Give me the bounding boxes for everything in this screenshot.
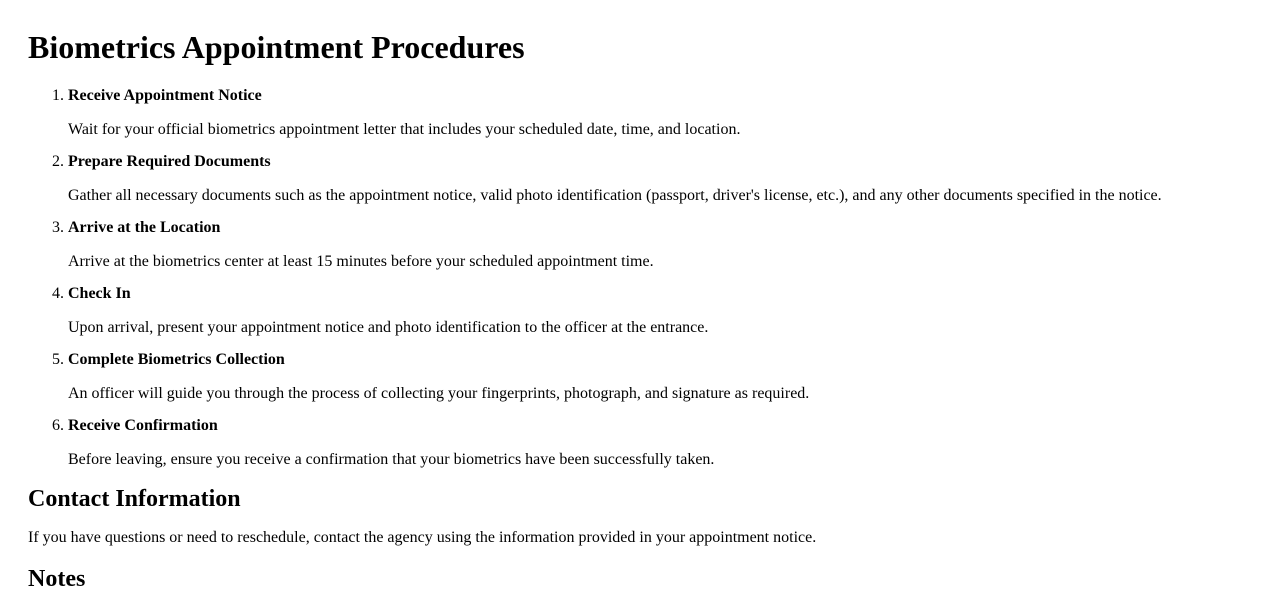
step-title: 1. Receive Appointment Notice xyxy=(68,87,262,104)
step-item xyxy=(68,285,1250,337)
step-title: 2. Prepare Required Documents xyxy=(68,153,271,170)
step-item xyxy=(68,219,1250,271)
step-description: Before leaving, ensure you receive a confirmation that your biometrics have been successfully taken. xyxy=(68,451,715,468)
notes-heading: Notes xyxy=(28,566,86,592)
step-description: Gather all necessary documents such as the appointment notice, valid photo identification (passport, driver's license, etc.), and any other documents specified in the notice. xyxy=(68,187,1162,204)
contact-heading: Contact Information xyxy=(28,486,241,512)
step-title: 4. Check In xyxy=(68,285,131,302)
step-title: 5. Complete Biometrics Collection xyxy=(68,351,285,368)
step-item xyxy=(68,153,1250,205)
procedure-steps-list xyxy=(28,87,1250,469)
step-description: Wait for your official biometrics appointment letter that includes your scheduled date, time, and location. xyxy=(68,121,741,138)
step-item xyxy=(68,351,1250,403)
page-title: Biometrics Appointment Procedures xyxy=(28,29,525,65)
step-description: Arrive at the biometrics center at least 15 minutes before your scheduled appointment time. xyxy=(68,253,654,270)
step-item xyxy=(68,87,1250,139)
step-title: 6. Receive Confirmation xyxy=(68,417,218,434)
step-title: 3. Arrive at the Location xyxy=(68,219,221,236)
step-item xyxy=(68,417,1250,469)
step-description: Upon arrival, present your appointment notice and photo identification to the officer at the entrance. xyxy=(68,319,709,336)
step-description: An officer will guide you through the process of collecting your fingerprints, photograph, and signature as required. xyxy=(68,385,810,402)
contact-text: If you have questions or need to reschedule, contact the agency using the information provided in your appointment notice. xyxy=(28,529,817,546)
